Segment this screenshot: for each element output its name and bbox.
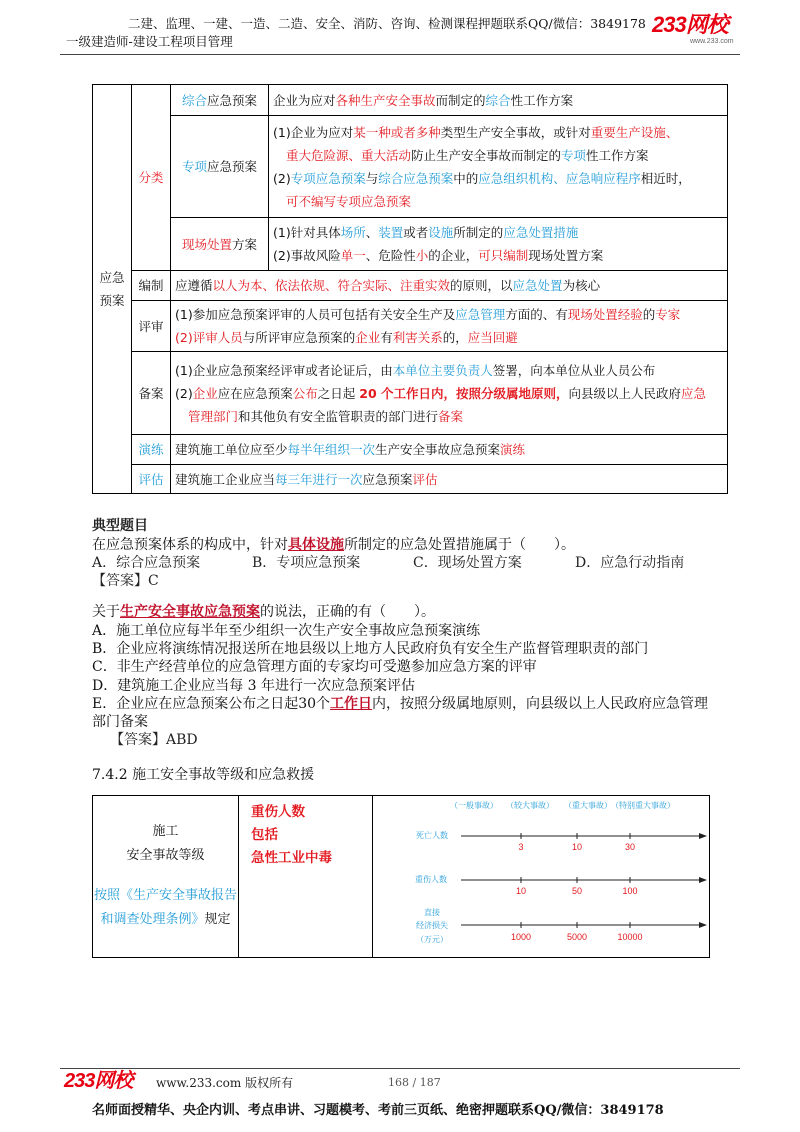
emphasis-run: 综合 — [181, 92, 207, 108]
text-line — [175, 468, 723, 491]
topic-content-filing — [171, 352, 728, 435]
emphasis-run: 某一种或者多种 — [353, 124, 441, 140]
text-run: (1)针对具体 — [273, 225, 341, 240]
text-line — [273, 89, 723, 112]
text-line — [92, 658, 708, 676]
emphasis-run: 备案 — [438, 408, 464, 424]
text-run: 生产安全事故应急预案 — [375, 442, 501, 457]
emphasis-run: 利害关系 — [392, 330, 443, 345]
emphasis-run: 应急处置 — [512, 278, 563, 293]
emphasis-run: 单一 — [340, 248, 366, 263]
text-line — [273, 244, 723, 267]
text-run: 签署，向本单位从业人员公布 — [492, 362, 656, 378]
text-run: 方面的、有 — [505, 307, 568, 322]
text-run: 之日起 — [317, 385, 360, 401]
plan-title: 应急预案 — [99, 270, 125, 308]
text-run: 内，按照分级属地原则，向县级以上人民政府应急管理 — [372, 695, 709, 712]
classification-label — [132, 85, 171, 271]
emphasis-run: (2)评审人员 — [175, 330, 243, 345]
text-line — [93, 884, 238, 908]
text-run: (1)企业为应对 — [273, 124, 354, 140]
plan-type-comprehensive-desc — [269, 85, 728, 116]
brand-logo-site: www.233.com — [690, 38, 734, 45]
text-line — [137, 468, 165, 491]
page-number: 168 / 187 — [388, 1076, 441, 1089]
emphasis-run: 企业 — [192, 385, 218, 401]
arrow-head-icon — [699, 922, 707, 928]
text-run: 规定 — [204, 912, 231, 927]
footer-copyright: www.233.com 版权所有 — [156, 1076, 294, 1090]
text-run: B．企业应将演练情况报送所在地县级以上地方人民政府负有安全生产监督管理职责的部门 — [92, 641, 649, 658]
question-2-stem — [92, 603, 435, 621]
text-run: 、危险性 — [365, 248, 416, 263]
threshold-value: 10000 — [617, 932, 643, 942]
text-line-continued — [273, 144, 723, 167]
emphasis-run: 按照《生产安全事故报告 — [93, 888, 237, 903]
text-run: 的企业， — [428, 248, 479, 263]
text-run: 性工作方案 — [586, 147, 649, 163]
text-run: 类型生产安全事故，或针对 — [440, 124, 591, 140]
header-divider — [60, 54, 740, 55]
text-run: 评审 — [138, 318, 164, 334]
topic-content-drill — [171, 435, 728, 465]
emphasis-run: 各种生产安全事故 — [335, 92, 436, 108]
text-run: 、 — [365, 225, 379, 240]
emphasis-run: 评估 — [412, 471, 438, 487]
text-run: 和其他负有安全监管职责的部门进行 — [238, 408, 439, 424]
text-line — [175, 438, 723, 461]
note-line: 包括 — [251, 827, 278, 843]
text-line — [92, 640, 708, 658]
topic-label-assessment — [132, 465, 171, 494]
text-line — [137, 382, 165, 405]
text-run: 防止生产安全事故而制定的 — [411, 147, 562, 163]
text-run: 为核心 — [562, 278, 601, 293]
text-line — [92, 677, 708, 695]
text-run: (2) — [273, 170, 291, 186]
level-major: （重大事故） — [564, 801, 612, 810]
row-label-loss-unit: （万元） — [416, 935, 448, 944]
accident-level-table — [92, 795, 710, 958]
text-run: 中的 — [453, 170, 479, 186]
text-line — [92, 695, 708, 713]
text-run: 向县级以上人民政府 — [568, 385, 682, 401]
text-run: 建筑施工单位应至少 — [175, 442, 288, 457]
emphasis-run: 现场处置经验 — [567, 307, 643, 322]
emphasis-run: 20 个工作日内，按照分级属地原则， — [359, 385, 569, 401]
emphasis-run: 以人为本、依法依规、符合实际、注重实效 — [212, 278, 451, 293]
emphasis-run: 每半年组织一次 — [287, 442, 376, 457]
accident-level-title-line2: 安全事故等级 — [126, 848, 205, 863]
text-line-continued — [92, 713, 708, 731]
question-1-stem — [92, 536, 575, 554]
row-label-loss-line2: 经济损失 — [416, 921, 448, 930]
text-line — [137, 166, 165, 189]
threshold-value: 100 — [622, 886, 638, 896]
arrow-head-icon — [699, 877, 707, 883]
emphasis-run: 综合应急预案 — [378, 170, 454, 186]
text-run: 部门备案 — [92, 714, 148, 731]
level-especially-major: （特别重大事故） — [611, 801, 675, 810]
footer-divider — [60, 1068, 740, 1069]
text-line — [92, 622, 708, 640]
text-run: E．企业应在应急预案公布之日起30个 — [92, 695, 331, 712]
text-line — [175, 382, 723, 405]
text-run: 与 — [365, 170, 379, 186]
emphasis-run: 评估 — [138, 471, 164, 487]
text-run: 或者 — [403, 225, 429, 240]
text-run: 性工作方案 — [510, 92, 574, 108]
questions-title: 典型题目 — [92, 518, 148, 534]
emphasis-run: 重大危险源、重大活动 — [286, 147, 412, 163]
text-run: 的原则，以 — [450, 278, 513, 293]
text-line — [137, 274, 165, 297]
text-run: 应在应急预案 — [217, 385, 293, 401]
text-line — [273, 121, 723, 144]
text-run: 企业为应对 — [273, 92, 336, 108]
text-run: 应急预案 — [362, 471, 413, 487]
question-1-options — [92, 554, 732, 572]
emphasis-run: 可不编写专项应急预案 — [286, 193, 412, 209]
emphasis-run: 设施 — [428, 225, 454, 240]
text-run: (2) — [175, 385, 193, 401]
plan-type-onsite — [171, 218, 269, 271]
text-line-continued — [273, 190, 723, 213]
topic-label-compile — [132, 271, 171, 301]
threshold-value: 50 — [571, 886, 583, 896]
text-run: A．施工单位应每半年至少组织一次生产安全事故应急预案演练 — [92, 623, 481, 639]
note-line: 急性工业中毒 — [251, 850, 332, 866]
accident-level-title-cell — [93, 796, 239, 957]
emphasis-run: 可只编制 — [478, 248, 529, 263]
serious-injury-note — [251, 801, 332, 870]
text-line — [137, 315, 165, 338]
text-run: 有 — [380, 330, 393, 345]
emphasis-run: 演练 — [138, 442, 164, 457]
section-title: 7.4.2 施工安全事故等级和应急救援 — [92, 767, 315, 783]
emphasis-run: 应急组织机构、应急响应程序 — [478, 170, 641, 186]
text-line — [175, 274, 723, 297]
serious-injury-note-cell — [239, 796, 373, 957]
emphasis-run: 综合 — [485, 92, 511, 108]
threshold-value: 3 — [518, 842, 524, 852]
topic-content-compile — [171, 271, 728, 301]
text-run: 的， — [442, 330, 468, 345]
topic-content-review — [171, 301, 728, 352]
accident-level-title-line1: 施工 — [152, 824, 179, 839]
text-line — [92, 536, 575, 554]
emphasis-run: 专项 — [561, 147, 587, 163]
threshold-value: 10 — [515, 886, 527, 896]
header-subject: 一级建造师-建设工程项目管理 — [66, 34, 233, 49]
emphasis-run: 应当回避 — [467, 330, 518, 345]
question-1-option-c: C．现场处置方案 — [413, 555, 522, 571]
threshold-value: 1000 — [510, 932, 532, 942]
emphasis-run: 具体设施 — [288, 537, 344, 553]
text-run: 所制定的 — [453, 225, 504, 240]
emphasis-run: 和调查处理条例》 — [100, 912, 205, 927]
text-line — [175, 303, 723, 326]
topic-label-review — [132, 301, 171, 352]
question-2-options — [92, 622, 708, 731]
text-run: 相近时， — [640, 170, 691, 186]
text-run: 现场处置方案 — [528, 248, 604, 263]
plan-title-cell — [93, 85, 132, 494]
text-line-continued — [93, 908, 238, 932]
text-line — [273, 167, 723, 190]
text-run: C．非生产经营单位的应急管理方面的专家均可受邀参加应急方案的评审 — [92, 659, 537, 676]
emphasis-run: 小 — [415, 248, 429, 263]
text-run: 应遵循 — [175, 278, 213, 293]
text-run: 的 — [642, 307, 656, 322]
text-run: 应急预案 — [207, 159, 258, 174]
text-run: (1)参加应急预案评审的人员可包括有关安全生产及 — [175, 307, 456, 322]
question-1-option-d: D．应急行动指南 — [575, 555, 685, 571]
topic-label-filing — [132, 352, 171, 435]
text-run: 的说法，正确的有（ ）。 — [260, 604, 435, 620]
text-run: 备案 — [138, 385, 164, 401]
brand-logo: 233网校 — [652, 12, 728, 37]
text-run: 应急预案 — [207, 92, 258, 108]
text-run: (2)事故风险 — [273, 248, 341, 263]
topic-content-assessment — [171, 465, 728, 494]
text-run: 所制定的应急处置措施属于（ ）。 — [344, 537, 575, 553]
emphasis-run: 每三年进行一次 — [275, 471, 363, 487]
emphasis-run: 应急处置措施 — [503, 225, 579, 240]
text-line — [176, 233, 263, 256]
text-run: 在应急预案体系的构成中，针对 — [92, 537, 288, 553]
emphasis-run: 管理部门 — [188, 408, 239, 424]
emphasis-run: 专项 — [181, 159, 207, 174]
text-run: 与所评审应急预案的 — [242, 330, 356, 345]
question-1-option-a: A．综合应急预案 — [92, 555, 201, 571]
emphasis-run: 重要生产设施、 — [590, 124, 679, 140]
accident-level-legal-basis — [93, 884, 238, 932]
emphasis-run: 应急 — [681, 385, 707, 401]
threshold-value: 5000 — [566, 932, 588, 942]
text-line — [273, 221, 723, 244]
text-line-continued — [175, 405, 723, 428]
plan-type-onsite-desc — [269, 218, 728, 271]
question-2-answer: 【答案】ABD — [110, 732, 198, 748]
text-line — [176, 155, 263, 178]
emphasis-run: 演练 — [500, 442, 526, 457]
threshold-value: 30 — [624, 842, 636, 852]
emphasis-run: 分类 — [138, 170, 164, 185]
emphasis-run: 装置 — [378, 225, 404, 240]
text-run: 方案 — [232, 236, 258, 252]
plan-type-comprehensive — [171, 85, 269, 116]
text-run: 而制定的 — [435, 92, 486, 108]
emergency-plan-table — [92, 84, 728, 494]
accident-level-title — [93, 820, 238, 868]
emphasis-run: 公布 — [292, 385, 318, 401]
plan-type-special — [171, 116, 269, 218]
emphasis-run: 现场处置 — [181, 236, 232, 252]
plan-type-special-desc — [269, 116, 728, 218]
question-1-answer: 【答案】C — [92, 573, 159, 589]
footer-ad-line: 名师面授精华、央企内训、考点串讲、习题模考、考前三页纸、绝密押题联系QQ/微信：3849178 — [92, 1103, 664, 1118]
arrow-head-icon — [699, 833, 707, 839]
emphasis-run: 场所 — [340, 225, 366, 240]
text-run: 编制 — [138, 278, 164, 293]
emphasis-run: 本单位主要负责人 — [392, 362, 493, 378]
emphasis-run: 应急管理 — [455, 307, 506, 322]
row-label-serious-injuries: 重伤人数 — [415, 875, 447, 884]
text-run: (1)企业应急预案经评审或者论证后，由 — [175, 362, 393, 378]
text-run: 关于 — [92, 604, 120, 620]
row-label-deaths: 死亡人数 — [416, 831, 448, 840]
emphasis-run: 生产安全事故应急预案 — [120, 604, 260, 620]
level-general: （一般事故） — [450, 801, 498, 810]
question-1-option-b: B．专项应急预案 — [252, 555, 361, 571]
text-run: 建筑施工企业应当 — [175, 471, 276, 487]
text-line — [175, 359, 723, 382]
accident-threshold-diagram — [373, 796, 709, 957]
emphasis-run: 工作日 — [330, 695, 373, 712]
emphasis-run: 企业 — [355, 330, 381, 345]
header-ad-line: 二建、监理、一建、一造、二造、安全、消防、咨询、检测课程押题联系QQ/微信：3849178 — [128, 16, 646, 31]
topic-label-drill — [132, 435, 171, 465]
level-larger: （较大事故） — [506, 801, 554, 810]
text-line — [176, 89, 263, 112]
row-label-loss-line1: 直接 — [424, 908, 440, 917]
text-run: D．建筑施工企业应当每 3 年进行一次应急预案评估 — [92, 677, 416, 694]
emphasis-run: 专家 — [655, 307, 681, 322]
threshold-value: 10 — [571, 842, 583, 852]
text-line — [137, 438, 165, 461]
text-line — [92, 603, 435, 621]
emphasis-run: 专项应急预案 — [290, 170, 366, 186]
footer-logo: 233网校 — [64, 1070, 133, 1092]
text-line — [175, 326, 723, 349]
note-line: 重伤人数 — [251, 804, 305, 820]
